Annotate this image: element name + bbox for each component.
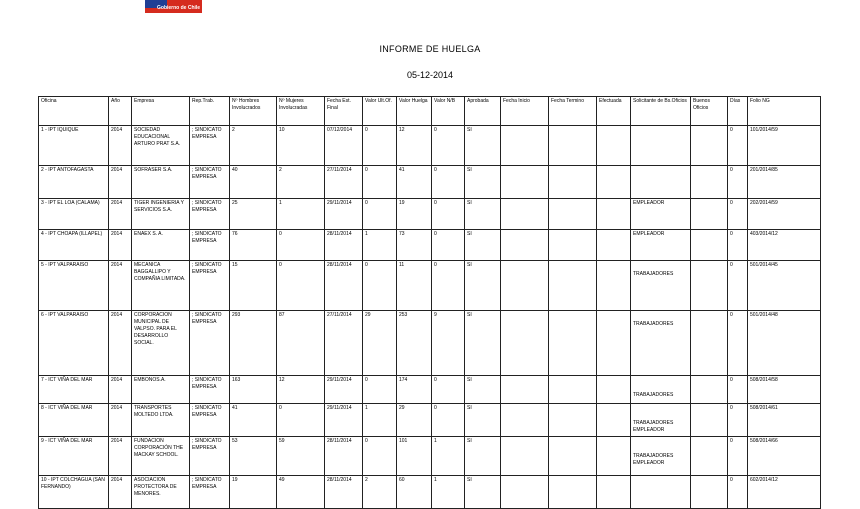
col-header: Fecha Est. Final bbox=[325, 97, 363, 126]
table-cell bbox=[501, 261, 549, 311]
table-cell: 202/2014/59 bbox=[748, 199, 821, 230]
table-cell: 28/11/2014 bbox=[325, 230, 363, 261]
table-cell: 2014 bbox=[109, 404, 132, 437]
table-cell: 11 bbox=[397, 261, 432, 311]
table-cell bbox=[631, 404, 691, 437]
table-cell bbox=[631, 311, 691, 376]
table-cell: 2014 bbox=[109, 437, 132, 476]
col-header: Valor N/B bbox=[432, 97, 465, 126]
table-cell: SI bbox=[465, 199, 501, 230]
table-row bbox=[39, 261, 821, 311]
table-cell: 29/11/2014 bbox=[325, 404, 363, 437]
col-header: Aprobada bbox=[465, 97, 501, 126]
table-cell: 0 bbox=[728, 166, 748, 199]
table-cell bbox=[549, 311, 597, 376]
table-cell bbox=[501, 230, 549, 261]
table-cell bbox=[631, 166, 691, 199]
table-row bbox=[39, 476, 821, 509]
table-cell: 2014 bbox=[109, 476, 132, 509]
table-cell: 9 - ICT VIÑA DEL MAR bbox=[39, 437, 109, 476]
table-cell bbox=[549, 376, 597, 404]
table-cell bbox=[597, 376, 631, 404]
table-cell: 501/2014/48 bbox=[748, 311, 821, 376]
table-row bbox=[39, 404, 821, 437]
table-cell: ; SINDICATO EMPRESA bbox=[190, 311, 230, 376]
table-cell bbox=[549, 404, 597, 437]
table-cell: 2014 bbox=[109, 230, 132, 261]
table-row bbox=[39, 311, 821, 376]
col-header: Año bbox=[109, 97, 132, 126]
table-cell: 27/11/2014 bbox=[325, 311, 363, 376]
table-cell bbox=[691, 126, 728, 166]
table-cell: 2 bbox=[277, 166, 325, 199]
table-cell bbox=[631, 199, 691, 230]
table-cell: 9 bbox=[432, 311, 465, 376]
table-cell: MECANICA BAGGALLIPO Y COMPAÑIA LIMITADA. bbox=[132, 261, 190, 311]
table-cell bbox=[691, 230, 728, 261]
table-cell: ; SINDICATO EMPRESA bbox=[190, 166, 230, 199]
table-cell: 0 bbox=[728, 261, 748, 311]
table-cell bbox=[549, 261, 597, 311]
table-cell: ; SINDICATO EMPRESA bbox=[190, 261, 230, 311]
gobierno-logo bbox=[145, 0, 202, 13]
table-cell: FUNDACION CORPORACIÓN THE MACKAY SCHOOL. bbox=[132, 437, 190, 476]
table-cell bbox=[631, 261, 691, 311]
table-cell: 1 bbox=[432, 437, 465, 476]
table-cell: 0 bbox=[363, 261, 397, 311]
table-cell: ; SINDICATO EMPRESA bbox=[190, 230, 230, 261]
table-cell: 19 bbox=[397, 199, 432, 230]
col-header: Días bbox=[728, 97, 748, 126]
table-cell: 293 bbox=[230, 311, 277, 376]
table-cell bbox=[597, 126, 631, 166]
table-cell: 6 - IPT VALPARAISO bbox=[39, 311, 109, 376]
report-title: INFORME DE HUELGA bbox=[379, 44, 481, 54]
table-cell: 3 - IPT EL LOA (CALAMA) bbox=[39, 199, 109, 230]
col-header: Empresa bbox=[132, 97, 190, 126]
table-cell: 0 bbox=[363, 126, 397, 166]
table-cell: 602/2014/12 bbox=[748, 476, 821, 509]
table-cell bbox=[597, 166, 631, 199]
table-cell: SI bbox=[465, 476, 501, 509]
col-header: Nº Mujeres Involucradas bbox=[277, 97, 325, 126]
table-cell: 0 bbox=[363, 166, 397, 199]
table-cell bbox=[631, 437, 691, 476]
table-cell: 0 bbox=[277, 261, 325, 311]
table-cell: SI bbox=[465, 311, 501, 376]
table-cell: 60 bbox=[397, 476, 432, 509]
table-cell bbox=[549, 199, 597, 230]
table-cell: 163 bbox=[230, 376, 277, 404]
table-row bbox=[39, 166, 821, 199]
col-header: Nº Hombres Involucrados bbox=[230, 97, 277, 126]
table-cell: 4 - IPT CHOAPA (ILLAPEL) bbox=[39, 230, 109, 261]
table-cell: SI bbox=[465, 404, 501, 437]
table-row bbox=[39, 199, 821, 230]
table-cell: ; SINDICATO EMPRESA bbox=[190, 376, 230, 404]
table-row bbox=[39, 437, 821, 476]
table-cell bbox=[501, 199, 549, 230]
col-header: Solicitante de Bs.Oficios bbox=[631, 97, 691, 126]
table-cell: 0 bbox=[432, 404, 465, 437]
table-cell: 0 bbox=[432, 166, 465, 199]
table-cell: 27/11/2014 bbox=[325, 166, 363, 199]
table-cell: 0 bbox=[432, 376, 465, 404]
table-cell: SI bbox=[465, 261, 501, 311]
table-cell: SI bbox=[465, 230, 501, 261]
table-cell: 1 bbox=[432, 476, 465, 509]
table-cell: 0 bbox=[363, 437, 397, 476]
table-cell bbox=[691, 166, 728, 199]
table-cell bbox=[631, 126, 691, 166]
solicitante-value: TRABAJADORES bbox=[633, 321, 674, 327]
table-cell: 1 bbox=[277, 199, 325, 230]
table-cell: 403/2014/12 bbox=[748, 230, 821, 261]
table-cell: 12 bbox=[397, 126, 432, 166]
table-cell: 0 bbox=[363, 376, 397, 404]
table-cell: 10 bbox=[277, 126, 325, 166]
table-cell: 0 bbox=[728, 199, 748, 230]
table-cell: SI bbox=[465, 437, 501, 476]
table-cell: 0 bbox=[728, 230, 748, 261]
table-cell: 0 bbox=[432, 199, 465, 230]
table-cell: 2014 bbox=[109, 311, 132, 376]
table-cell: 2 bbox=[363, 476, 397, 509]
table-cell: 101/2014/59 bbox=[748, 126, 821, 166]
table-cell: 253 bbox=[397, 311, 432, 376]
table-cell bbox=[597, 230, 631, 261]
table-cell: ASOCIACION PROTECTORA DE MENORES. bbox=[132, 476, 190, 509]
table-cell bbox=[549, 476, 597, 509]
table-row bbox=[39, 376, 821, 404]
table-cell: SI bbox=[465, 166, 501, 199]
table-cell: 0 bbox=[432, 261, 465, 311]
table-cell: SOFRASER S.A. bbox=[132, 166, 190, 199]
table-cell: 2014 bbox=[109, 199, 132, 230]
table-cell: 28/11/2014 bbox=[325, 437, 363, 476]
table-cell: SI bbox=[465, 376, 501, 404]
table-cell: 29 bbox=[363, 311, 397, 376]
report-date: 05-12-2014 bbox=[406, 70, 454, 80]
table-cell bbox=[631, 376, 691, 404]
table-cell bbox=[501, 126, 549, 166]
table-cell: 12 bbox=[277, 376, 325, 404]
table-cell: ENAEX S. A. bbox=[132, 230, 190, 261]
table-cell: 0 bbox=[728, 404, 748, 437]
table-cell: 28/11/2014 bbox=[325, 476, 363, 509]
table-cell: 174 bbox=[397, 376, 432, 404]
table-cell: 19 bbox=[230, 476, 277, 509]
table-cell bbox=[549, 437, 597, 476]
table-cell: 1 bbox=[363, 404, 397, 437]
table-cell bbox=[691, 437, 728, 476]
col-header: Buenos Oficios bbox=[691, 97, 728, 126]
table-cell: 0 bbox=[728, 476, 748, 509]
table-cell: 15 bbox=[230, 261, 277, 311]
col-header: Folio NG bbox=[748, 97, 821, 126]
table-cell bbox=[691, 199, 728, 230]
table-cell: 2 bbox=[230, 126, 277, 166]
table-cell: EMBONOS.A. bbox=[132, 376, 190, 404]
table-cell: 201/2014/85 bbox=[748, 166, 821, 199]
table-cell: 8 - ICT VIÑA DEL MAR bbox=[39, 404, 109, 437]
table-cell: 101 bbox=[397, 437, 432, 476]
table-cell: SOCIEDAD EDUCACIONAL ARTURO PRAT S.A. bbox=[132, 126, 190, 166]
table-cell: ; SINDICATO EMPRESA bbox=[190, 199, 230, 230]
table-cell: 07/12/2014 bbox=[325, 126, 363, 166]
col-header: Fecha Inicio bbox=[501, 97, 549, 126]
table-cell bbox=[501, 437, 549, 476]
solicitante-value: TRABAJADORES EMPLEADOR bbox=[633, 420, 674, 433]
table-cell bbox=[501, 404, 549, 437]
table-cell bbox=[691, 476, 728, 509]
table-cell: 0 bbox=[728, 311, 748, 376]
table-cell: 5 - IPT VALPARAISO bbox=[39, 261, 109, 311]
table-cell bbox=[691, 376, 728, 404]
table-cell: SI bbox=[465, 126, 501, 166]
table-cell: 2014 bbox=[109, 166, 132, 199]
table-cell: ; SINDICATO EMPRESA bbox=[190, 476, 230, 509]
table-cell bbox=[597, 476, 631, 509]
table-cell: 2014 bbox=[109, 126, 132, 166]
table-cell: 41 bbox=[230, 404, 277, 437]
table-cell bbox=[631, 476, 691, 509]
solicitante-value: TRABAJADORES EMPLEADOR bbox=[633, 453, 674, 466]
table-cell: TRANSPORTES MOLTEDO LTDA. bbox=[132, 404, 190, 437]
table-cell: 87 bbox=[277, 311, 325, 376]
table-cell bbox=[549, 230, 597, 261]
col-header: Rep.Trab. bbox=[190, 97, 230, 126]
table-cell: ; SINDICATO EMPRESA bbox=[190, 404, 230, 437]
table-cell: 0 bbox=[277, 230, 325, 261]
strike-report-table bbox=[38, 96, 821, 509]
table-cell: 0 bbox=[432, 126, 465, 166]
table-cell: 29/11/2014 bbox=[325, 199, 363, 230]
table-cell: 49 bbox=[277, 476, 325, 509]
table-cell bbox=[501, 166, 549, 199]
table-cell: 7 - ICT VIÑA DEL MAR bbox=[39, 376, 109, 404]
table-cell: ; SINDICATO EMPRESA bbox=[190, 126, 230, 166]
table-cell: 28/11/2014 bbox=[325, 261, 363, 311]
table-cell bbox=[631, 230, 691, 261]
table-cell: 2014 bbox=[109, 376, 132, 404]
table-cell: 0 bbox=[363, 199, 397, 230]
table-cell bbox=[501, 376, 549, 404]
table-cell bbox=[501, 476, 549, 509]
table-cell bbox=[549, 166, 597, 199]
table-cell bbox=[597, 437, 631, 476]
col-header: Valor Ult.Of. bbox=[363, 97, 397, 126]
table-cell: 25 bbox=[230, 199, 277, 230]
table-cell: 29/11/2014 bbox=[325, 376, 363, 404]
table-cell: 41 bbox=[397, 166, 432, 199]
table-cell bbox=[501, 311, 549, 376]
table-cell: 53 bbox=[230, 437, 277, 476]
table-cell: TIGER INGENIERIA Y SERVICIOS S.A. bbox=[132, 199, 190, 230]
table-row bbox=[39, 126, 821, 166]
table-cell: 0 bbox=[277, 404, 325, 437]
table-cell bbox=[691, 261, 728, 311]
solicitante-value: EMPLEADOR bbox=[633, 231, 665, 237]
table-cell: 1 bbox=[363, 230, 397, 261]
table-cell: 501/2014/45 bbox=[748, 261, 821, 311]
table-header-row bbox=[39, 97, 821, 126]
table-cell: 10 - IPT COLCHAGUA (SAN FERNANDO) bbox=[39, 476, 109, 509]
table-cell bbox=[691, 311, 728, 376]
solicitante-value: EMPLEADOR bbox=[633, 200, 665, 206]
table-cell bbox=[549, 126, 597, 166]
col-header: Fecha Termino bbox=[549, 97, 597, 126]
solicitante-value: TRABAJADORES bbox=[633, 271, 674, 277]
table-cell: 29 bbox=[397, 404, 432, 437]
table-cell bbox=[597, 311, 631, 376]
table-cell: CORPORACION MUNICIPAL DE VALPSO. PARA EL DESARROLLO SOCIAL. bbox=[132, 311, 190, 376]
table-cell: 0 bbox=[728, 126, 748, 166]
table-cell: 0 bbox=[728, 376, 748, 404]
table-cell: 508/2014/66 bbox=[748, 437, 821, 476]
col-header: Oficina bbox=[39, 97, 109, 126]
table-cell bbox=[691, 404, 728, 437]
table-cell: 2014 bbox=[109, 261, 132, 311]
col-header: Valor Huelga bbox=[397, 97, 432, 126]
table-row bbox=[39, 230, 821, 261]
table-cell: 508/2014/61 bbox=[748, 404, 821, 437]
table-cell: ; SINDICATO EMPRESA bbox=[190, 437, 230, 476]
table-cell bbox=[597, 261, 631, 311]
table-cell: 76 bbox=[230, 230, 277, 261]
table-cell: 0 bbox=[728, 437, 748, 476]
solicitante-value: TRABAJADORES bbox=[633, 392, 674, 398]
table-cell: 508/2014/58 bbox=[748, 376, 821, 404]
table-cell: 0 bbox=[432, 230, 465, 261]
table-cell: 2 - IPT ANTOFAGASTA bbox=[39, 166, 109, 199]
table-cell: 59 bbox=[277, 437, 325, 476]
table-cell: 73 bbox=[397, 230, 432, 261]
logo-text: Gobierno de Chile bbox=[157, 5, 201, 11]
table-cell: 40 bbox=[230, 166, 277, 199]
col-header: Efectuada bbox=[597, 97, 631, 126]
table-cell bbox=[597, 199, 631, 230]
table-cell: 1 - IPT IQUIQUE bbox=[39, 126, 109, 166]
table-cell bbox=[597, 404, 631, 437]
